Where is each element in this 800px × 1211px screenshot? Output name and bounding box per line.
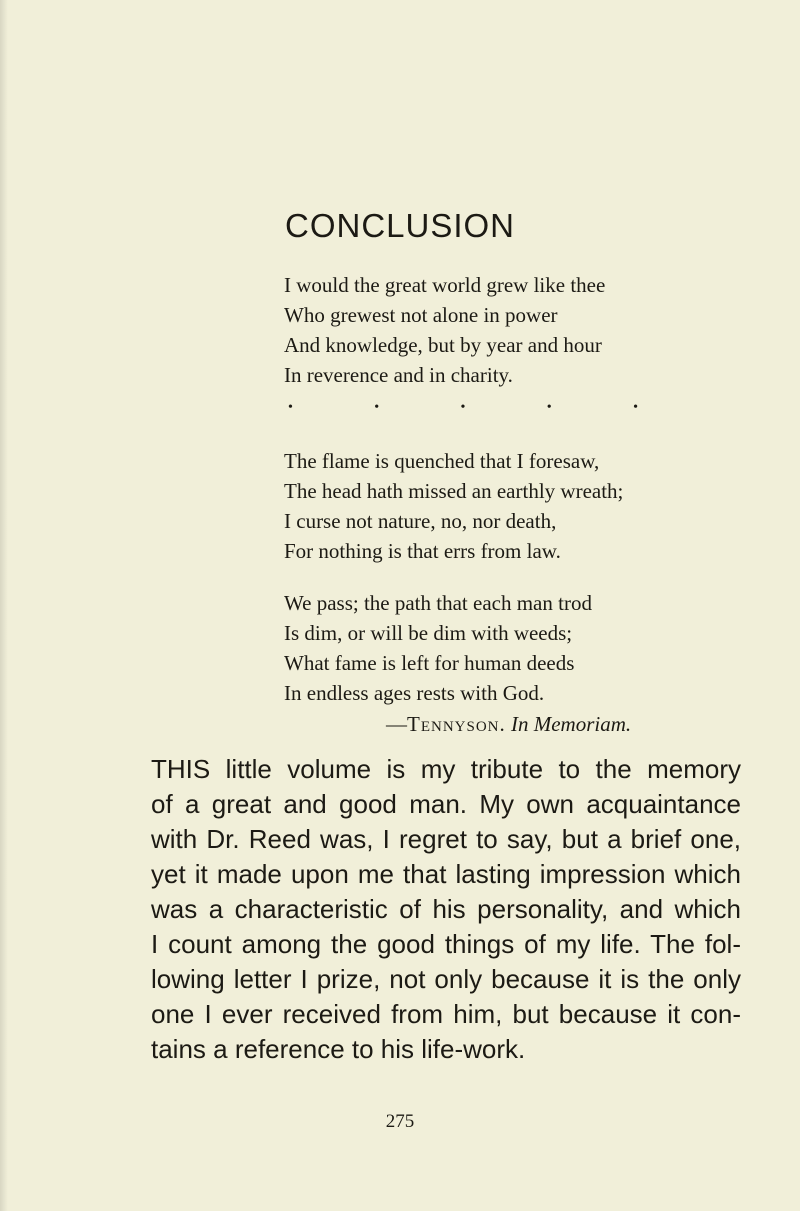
- prose-paragraph: [151, 752, 741, 1067]
- poem-stanza-3: [284, 588, 592, 708]
- poem-line: What fame is left for human deeds: [284, 651, 575, 675]
- ellipsis-dot: •: [460, 400, 466, 415]
- poem-line: For nothing is that errs from law.: [284, 539, 561, 563]
- poem-line: Is dim, or will be dim with weeds;: [284, 621, 573, 645]
- prose-line: with Dr. Reed was, I regret to say, but a brief one,: [151, 824, 741, 854]
- attribution-dash: —: [386, 712, 407, 736]
- poem-line: In reverence and in charity.: [284, 363, 513, 387]
- ellipsis-dot: •: [288, 400, 293, 415]
- prose-line: was a characteristic of his personality, and which: [151, 894, 741, 924]
- prose-line: of a great and good man. My own acquaintance: [151, 789, 741, 819]
- page-edge-shadow: [0, 0, 8, 1211]
- poem-stanza-2: [284, 446, 623, 566]
- prose-line: I count among the good things of my life. The fol-: [151, 929, 741, 959]
- poem-line: I would the great world grew like thee: [284, 273, 606, 297]
- poem-line: Who grewest not alone in power: [284, 303, 558, 327]
- poem-line: I curse not nature, no, nor death,: [284, 509, 557, 533]
- page-title: CONCLUSION: [284, 207, 516, 244]
- prose-line: one I ever received from him, but because it con-: [151, 999, 741, 1029]
- prose-line: THIS little volume is my tribute to the memory: [151, 754, 741, 784]
- attribution-work: In Memoriam.: [511, 712, 632, 736]
- ellipsis-dots: [288, 398, 638, 418]
- ellipsis-dot: •: [374, 400, 380, 415]
- ellipsis-dot: •: [633, 400, 638, 415]
- poem-line: We pass; the path that each man trod: [284, 591, 592, 615]
- prose-line: tains a reference to his life-work.: [151, 1034, 526, 1064]
- poem-line: In endless ages rests with God.: [284, 681, 545, 705]
- poem-line: The head hath missed an earthly wreath;: [284, 479, 624, 503]
- poem-stanza-1: [284, 270, 605, 390]
- prose-line: yet it made upon me that lasting impression which: [151, 859, 741, 889]
- attribution-author: Tennyson.: [407, 712, 506, 736]
- poem-line: The flame is quenched that I foresaw,: [284, 449, 600, 473]
- ellipsis-dot: •: [546, 400, 552, 415]
- poem-line: And knowledge, but by year and hour: [284, 333, 602, 357]
- page-number: 275: [385, 1111, 415, 1132]
- prose-line: lowing letter I prize, not only because it is the only: [151, 964, 741, 994]
